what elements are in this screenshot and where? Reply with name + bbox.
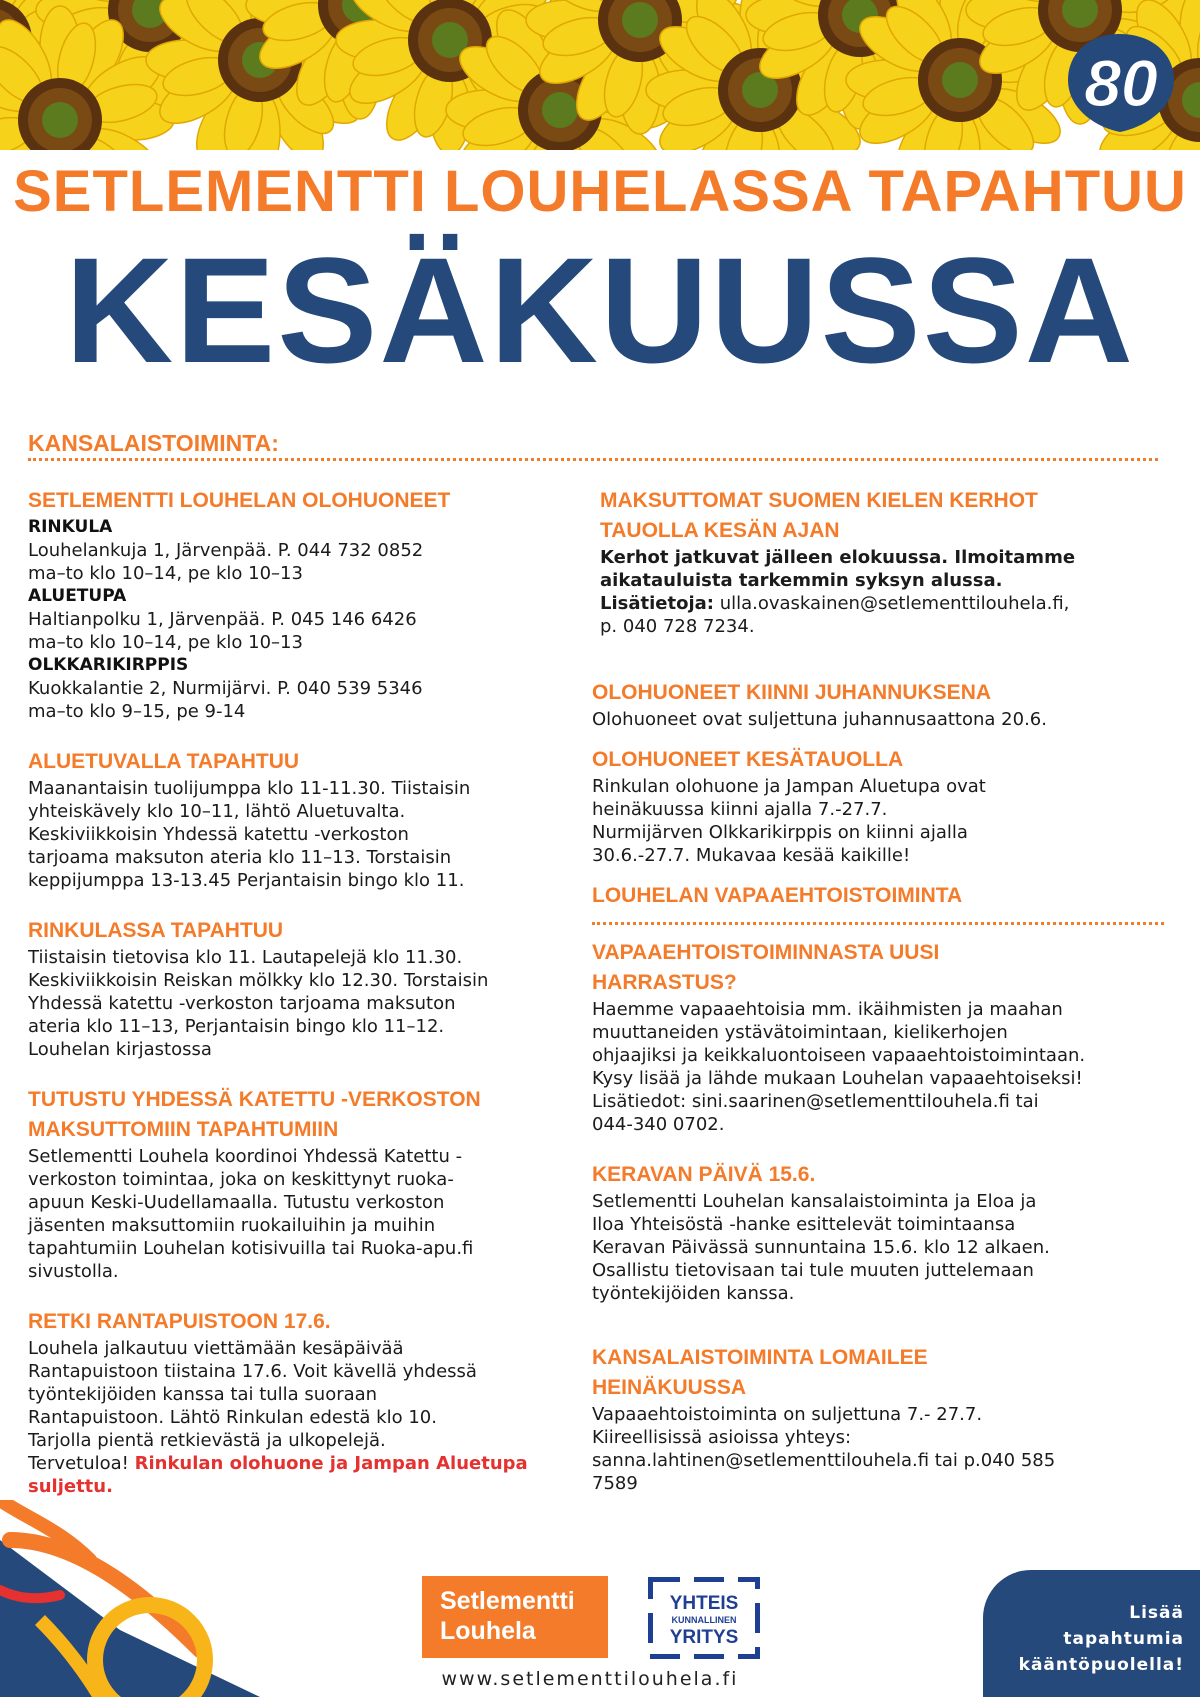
page-headline: SETLEMENTTI LOUHELASSA TAPAHTUU: [13, 159, 1187, 224]
yk-line: YHTEIS: [669, 1593, 739, 1614]
dotted-divider: [592, 922, 1164, 925]
place-name: ALUETUPA: [28, 586, 127, 606]
body-line: ateria klo 11–13, Perjantaisin bingo klo 11–12.: [28, 1016, 445, 1037]
body-line: Keskiviikkoisin Yhdessä katettu -verkoston: [28, 824, 409, 845]
dotted-divider: [28, 458, 1158, 461]
aluetupa-heading: ALUETUVALLA TAPAHTUU: [28, 750, 300, 773]
body-line: Louhelan kirjastossa: [28, 1039, 212, 1060]
rinkula-heading: RINKULASSA TAPAHTUU: [28, 919, 284, 942]
section-title-kansalaistoiminta: KANSALAISTOIMINTA:: [28, 430, 279, 456]
body-line: keppijumppa 13-13.45 Perjantaisin bingo klo 11.: [28, 870, 465, 891]
retki-heading: RETKI RANTAPUISTOON 17.6.: [28, 1310, 331, 1333]
kesatauko-heading: OLOHUONEET KESÄTAUOLLA: [592, 748, 904, 771]
page-title: KESÄKUUSSA: [64, 226, 1136, 394]
body-line: yhteiskävely klo 10–11, lähtö Aluetuvalta.: [28, 801, 406, 822]
logo-line: Louhela: [440, 1617, 536, 1645]
body-line: Keravan Päivässä sunnuntaina 15.6. klo 12 alkaen.: [592, 1237, 1050, 1258]
harrastus-heading: VAPAAEHTOISTOIMINNASTA UUSI: [592, 941, 940, 964]
body-line: Rantapuistoon. Lähtö Rinkulan edestä klo 10.: [28, 1407, 437, 1428]
body-line: Maanantaisin tuolijumppa klo 11-11.30. Tiistaisin: [28, 778, 471, 799]
more-line: kääntöpuolella!: [1018, 1655, 1184, 1675]
body-line: ohjaajiksi ja keikkaluontoiseen vapaaehtoistoimintaan.: [592, 1045, 1086, 1066]
body-line: Tarjolla pientä retkievästä ja ulkopelejä.: [28, 1430, 386, 1451]
body-line: Iloa Yhteisöstä -hanke esittelevät toimintaansa: [592, 1214, 1016, 1235]
body-line: työntekijöiden kanssa tai tulla suoraan: [28, 1384, 378, 1405]
tutustu-heading: TUTUSTU YHDESSÄ KATETTU -VERKOSTON: [28, 1088, 481, 1111]
body-line: p. 040 728 7234.: [600, 616, 755, 637]
more-line: Lisää: [1129, 1603, 1184, 1623]
body-line: sanna.lahtinen@setlementtilouhela.fi tai p.040 585: [592, 1450, 1056, 1471]
place-hours: ma–to klo 10–14, pe klo 10–13: [28, 563, 303, 584]
body-line: Louhela jalkautuu viettämään kesäpäivää: [28, 1338, 404, 1359]
body-line: Setlementti Louhelan kansalaistoiminta ja Eloa ja: [592, 1191, 1037, 1212]
body-line: Rinkulan olohuone ja Jampan Aluetupa ovat: [592, 776, 986, 797]
body-line: Haemme vapaaehtoisia mm. ikäihmisten ja maahan: [592, 999, 1063, 1020]
body-line: Rantapuistoon tiistaina 17.6. Voit kävellä yhdessä: [28, 1361, 477, 1382]
body-line: tapahtumiin Louhelan kotisivuilla tai Ruoka-apu.fi: [28, 1238, 474, 1259]
more-line: tapahtumia: [1063, 1629, 1184, 1649]
body-line: 30.6.-27.7. Mukavaa kesää kaikille!: [592, 845, 911, 866]
setlementti-louhela-logo: [422, 1576, 608, 1658]
body-line: Olohuoneet ovat suljettuna juhannusaattona 20.6.: [592, 709, 1047, 730]
badge-number: 80: [1084, 46, 1158, 120]
tutustu-heading: MAKSUTTOMIIN TAPAHTUMIIN: [28, 1118, 339, 1141]
kerhot-block: [600, 486, 1170, 638]
body-line: Osallistu tietovisaan tai tule muuten juttelemaan: [592, 1260, 1034, 1281]
lomailee-heading: HEINÄKUUSSA: [592, 1376, 747, 1399]
body-line: Tiistaisin tietovisa klo 11. Lautapelejä klo 11.30.: [28, 947, 463, 968]
body-line: aikatauluista tarkemmin syksyn alussa.: [600, 570, 1003, 591]
body-line: heinäkuussa kiinni ajalla 7.-27.7.: [592, 799, 888, 820]
kerava-heading: KERAVAN PÄIVÄ 15.6.: [592, 1163, 816, 1186]
body-line: verkoston toimintaa, joka on keskittynyt ruoka-: [28, 1169, 454, 1190]
body-line: muuttaneiden ystävätoimintaan, kielikerhojen: [592, 1022, 1008, 1043]
juhannus-heading: OLOHUONEET KIINNI JUHANNUKSENA: [592, 681, 992, 704]
place-address: Louhelankuja 1, Järvenpää. P. 044 732 0852: [28, 540, 424, 561]
body-line: Yhdessä katettu -verkoston tarjoama maksuton: [28, 993, 456, 1014]
info-email: ulla.ovaskainen@setlementtilouhela.fi,: [713, 593, 1070, 614]
info-label: Lisätietoja:: [600, 593, 714, 614]
place-hours: ma–to klo 10–14, pe klo 10–13: [28, 632, 303, 653]
more-events-badge: [983, 1570, 1200, 1697]
logo-line: Setlementti: [440, 1587, 575, 1615]
body-line: sivustolla.: [28, 1261, 119, 1282]
body-line: Nurmijärven Olkkarikirppis on kiinni ajalla: [592, 822, 968, 843]
body-line: työntekijöiden kanssa.: [592, 1283, 795, 1304]
body-line: Kiireellisissä asioissa yhteys:: [592, 1427, 852, 1448]
closure-notice: suljettu.: [28, 1476, 113, 1497]
olohuoneet-heading: SETLEMENTTI LOUHELAN OLOHUONEET: [28, 489, 451, 512]
sunflower-illustration: [0, 0, 1200, 150]
right-column-lower: [592, 938, 1172, 1495]
yk-line: KUNNALLINEN: [671, 1615, 737, 1625]
body-line: 7589: [592, 1473, 638, 1494]
vapaaehtois-section-title: LOUHELAN VAPAAEHTOISTOIMINTA: [592, 884, 963, 907]
website-url[interactable]: www.setlementtilouhela.fi: [441, 1668, 739, 1690]
place-address: Kuokkalantie 2, Nurmijärvi. P. 040 539 5346: [28, 678, 423, 699]
body-line: Setlementti Louhela koordinoi Yhdessä Katettu -: [28, 1146, 463, 1167]
yhteiskunnallinen-yritys-logo: [648, 1577, 760, 1659]
body-line: [28, 1452, 558, 1475]
right-column: [592, 678, 1172, 911]
body-line: apuun Keski-Uudellamaalla. Tutustu verkoston: [28, 1192, 445, 1213]
yk-line: YRITYS: [669, 1627, 739, 1648]
kerhot-heading: MAKSUTTOMAT SUOMEN KIELEN KERHOT: [600, 489, 1038, 512]
body-line: [600, 592, 1170, 615]
harrastus-heading: HARRASTUS?: [592, 971, 737, 994]
body-line: Keskiviikkoisin Reiskan mölkky klo 12.30. Torstaisin: [28, 970, 489, 991]
anniversary-badge: [1062, 28, 1180, 136]
sunflower-banner: [0, 0, 1200, 150]
body-line: jäsenten maksuttomiin ruokailuihin ja muihin: [28, 1215, 436, 1236]
place-name: RINKULA: [28, 517, 113, 537]
closure-notice: Rinkulan olohuone ja Jampan Aluetupa: [134, 1453, 528, 1474]
lomailee-heading: KANSALAISTOIMINTA LOMAILEE: [592, 1346, 928, 1369]
body-line: Lisätiedot: sini.saarinen@setlementtilouhela.fi tai: [592, 1091, 1039, 1112]
left-column: [28, 486, 558, 1498]
body-line: Kysy lisää ja lähde mukaan Louhelan vapaaehtoiseksi!: [592, 1068, 1083, 1089]
decorative-swirl: [0, 1500, 300, 1697]
body-line: 044-340 0702.: [592, 1114, 725, 1135]
kerhot-heading: TAUOLLA KESÄN AJAN: [600, 519, 840, 542]
place-hours: ma–to klo 9–15, pe 9-14: [28, 701, 246, 722]
place-address: Haltianpolku 1, Järvenpää. P. 045 146 6426: [28, 609, 417, 630]
body-line: Kerhot jatkuvat jälleen elokuussa. Ilmoitamme: [600, 547, 1076, 568]
body-line: Vapaaehtoistoiminta on suljettuna 7.- 27.7.: [592, 1404, 983, 1425]
body-line: tarjoama maksuton ateria klo 11–13. Torstaisin: [28, 847, 452, 868]
welcome-text: Tervetuloa!: [28, 1453, 135, 1474]
place-name: OLKKARIKIRPPIS: [28, 655, 189, 675]
